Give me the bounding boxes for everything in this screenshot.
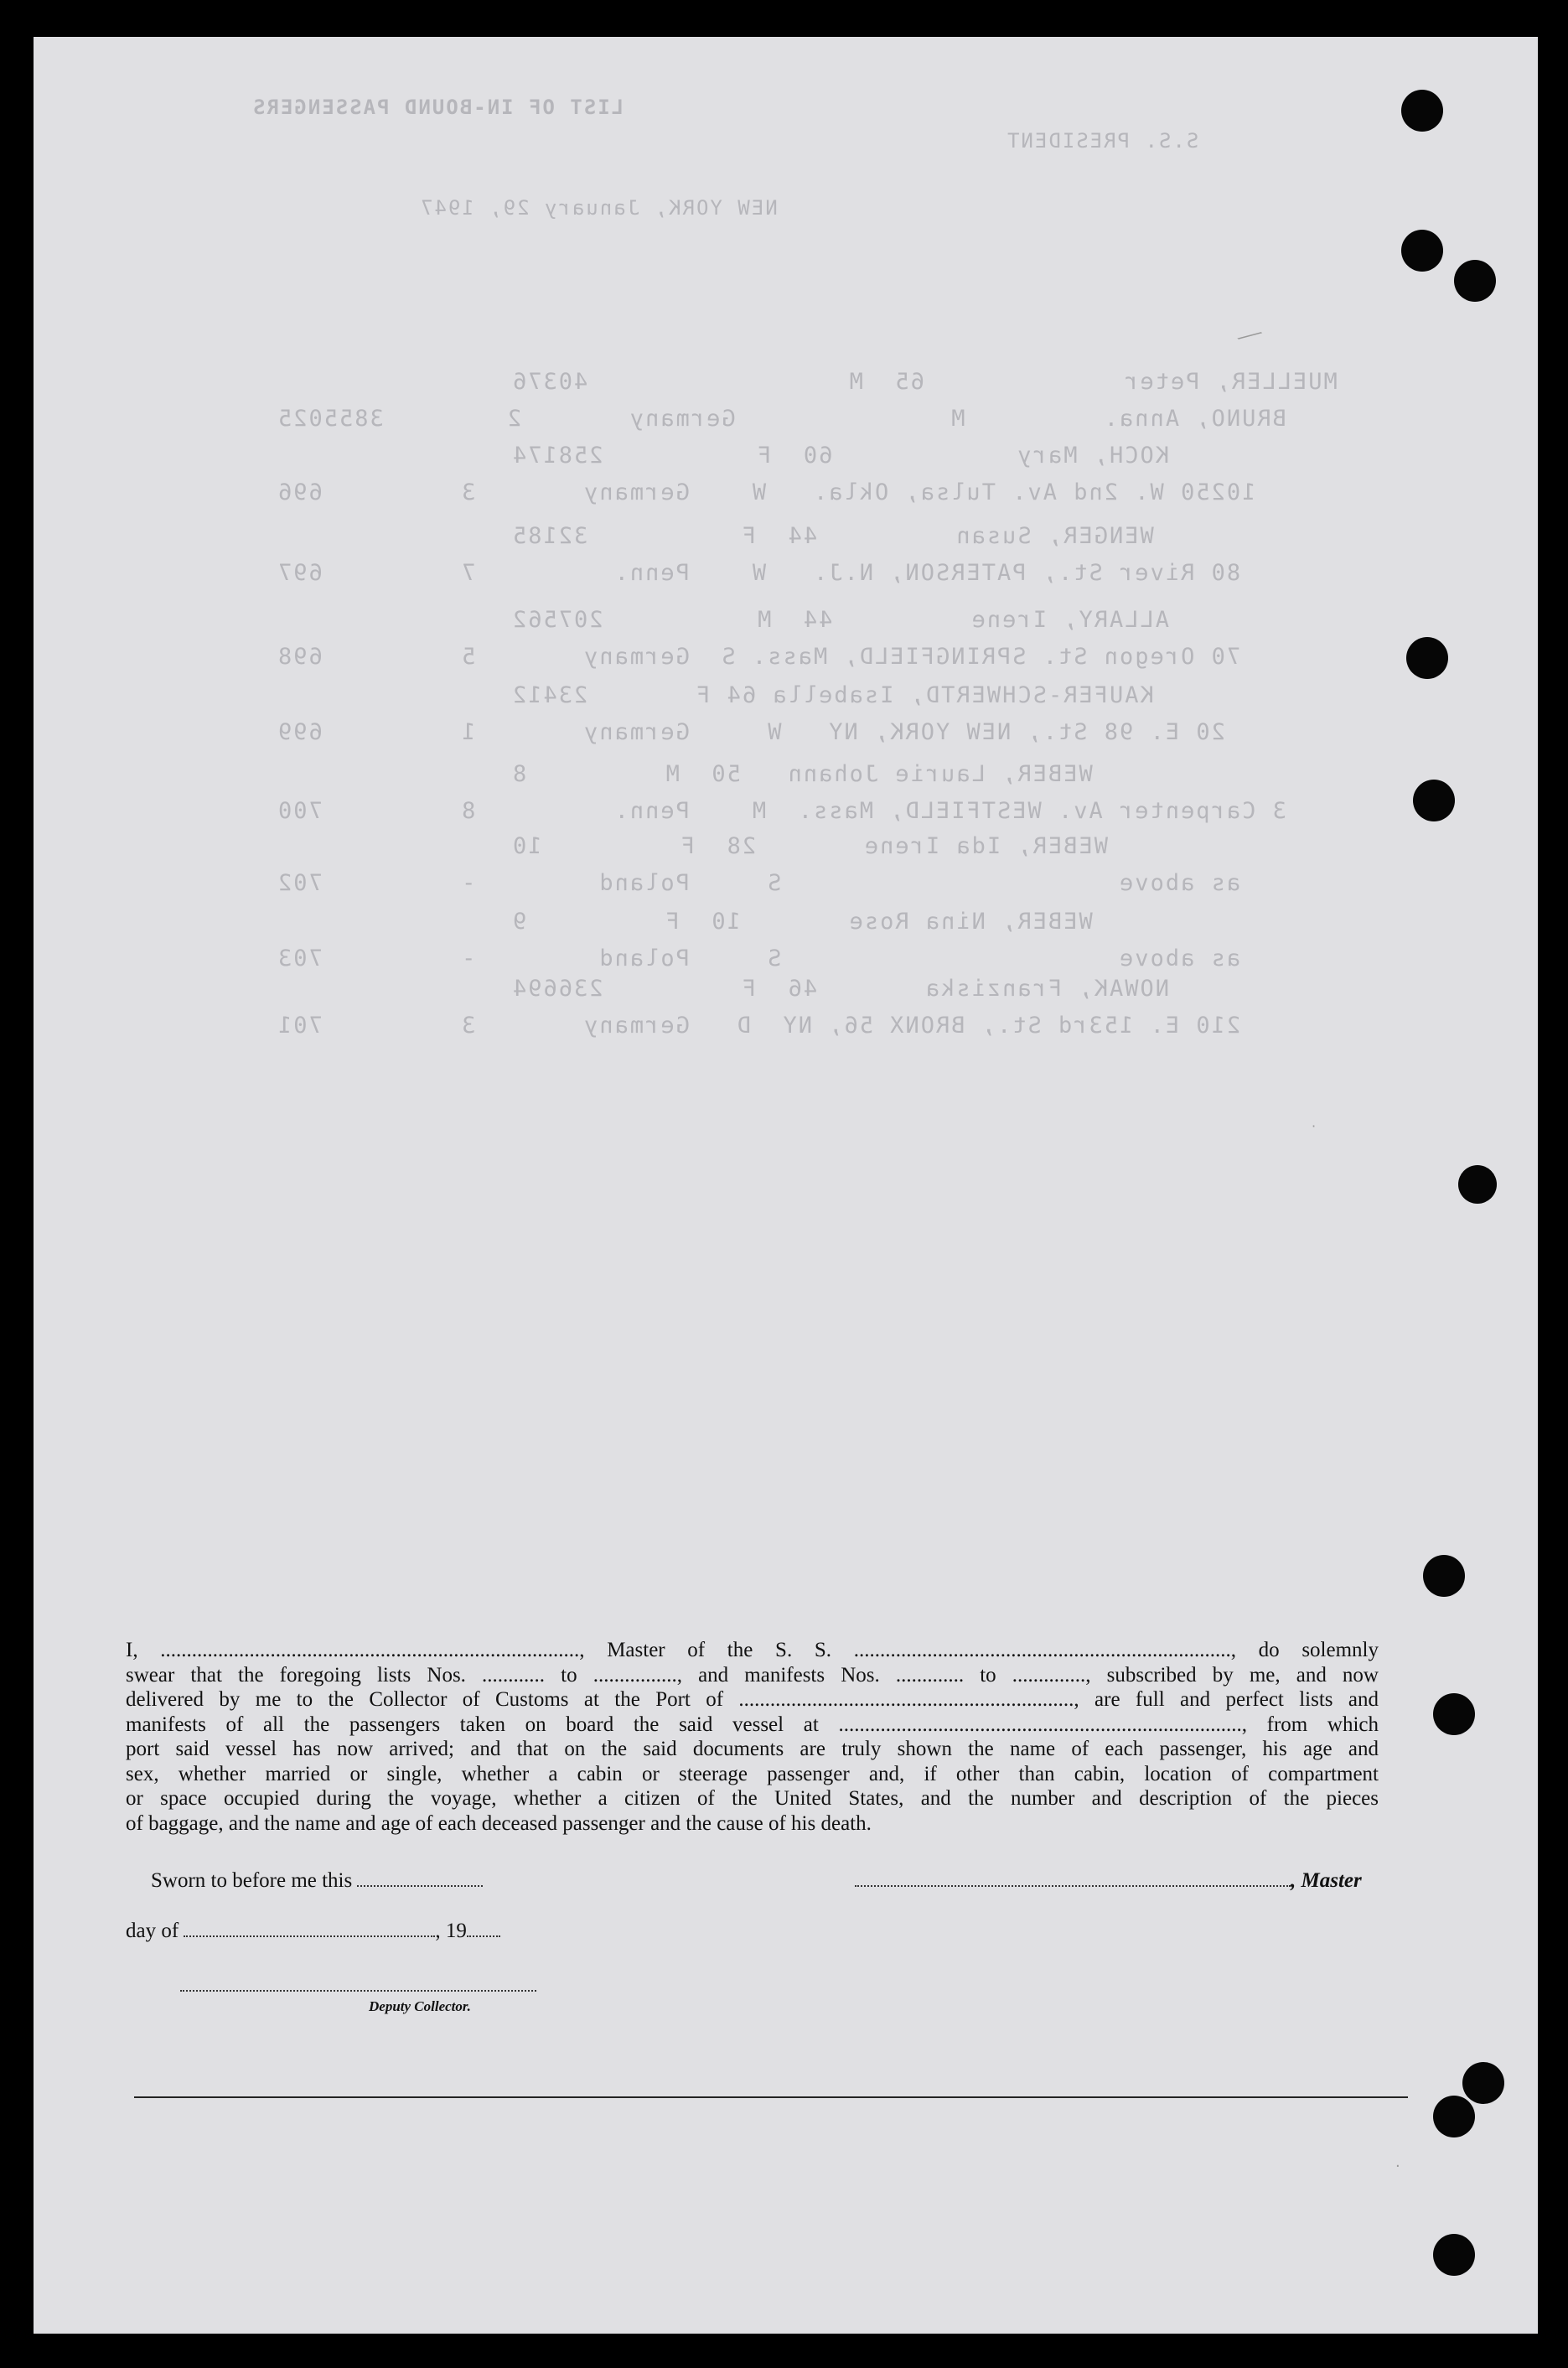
bleed-row: 3 Carpenter Av. WESTFIELD, Mass. M Penn. 8 700 (277, 798, 1286, 824)
master-signature-line (855, 1869, 1362, 1893)
day-of-label: day of (126, 1920, 179, 1942)
bleed-row: NOWAK, Franziska 46 F 236694 (511, 976, 1169, 1002)
bleed-row: as above S Poland - 703 (277, 946, 1241, 972)
punch-hole (1458, 1165, 1497, 1204)
bleed-through-text (34, 37, 1538, 2334)
bleed-row: 20 E. 98 St., NEW YORK, NY W Germany 1 699 (277, 719, 1225, 745)
bleed-row: BRUNO, Anna. M Germany 2 3855025 (277, 406, 1286, 432)
bleed-row: WEBER, Ida Irene 28 F 10 (511, 833, 1108, 859)
manifest-page: LIST OF IN-BOUND PASSENGERS S.S. PRESIDENT NEW YORK, January 29, 1947 MUELLER, Peter 65 M 40376 BRUNO, Anna. M Germany 2 3855025 KOCH, Mary 60 F 258174 10250 W. 2nd Av. Tulsa, Okla. W Germany 3 696 WENGER, Susan 44 F 32185 80 River St., PATERSON, N.J. W Penn. 7 697 ALLARY, Irene 44 M 207562 70 Oregon St. SPRINGFIELD, Mass. S Germany 5 698 KAUFER-SCHWERTD, Isabella 64 F 23412 20 E. 98 St., NEW YORK, NY W Germany 1 699 WEBER, Laurie Johann 50 M 8 3 Carpenter Av. WESTFIELD, Mass. M Penn. 8 700 WEBER, Ida Irene 28 F 10 as above S Poland - 702 WEBER, Nina Rose 10 F 9 as above S Poland - 703 NOWAK, Franziska 46 F 236694 210 E. 153rd St., BRONX 56, NY D Germany 3 701 ⟋ · · I, ................................................................................, Master of the S. S. ........................................................................, do solemnly swear that the foregoing lists Nos. ............ to ................, and manifests Nos. ............. to .............., subscribed by me, and now delivered by me to the Collector of Customs at the Port of ................................................................, are full and perfect lists and manifests of all the passengers taken on board the said vessel at ............................................................................., from which port said vessel has now arrived; and that on the said documents are truly shown the name of each passenger, his age and sex, whether married or single, whether a cabin or steerage passenger and, if other than cabin, location of compartment or space occupied during the voyage, whether a citizen of the United States, and the number and description of the pieces of baggage, and the name and age of each deceased passenger and the cause of his death. Sworn to before me this , Master day of , 19 Deputy Collector. (34, 37, 1538, 2334)
punch-hole (1423, 1555, 1465, 1597)
bleed-row: 80 River St., PATERSON, N.J. W Penn. 7 697 (277, 560, 1241, 586)
oath-paragraph (126, 1638, 1379, 1836)
bleed-row: 70 Oregon St. SPRINGFIELD, Mass. S Germany 5 698 (277, 644, 1241, 670)
bleed-row: as above S Poland - 702 (277, 870, 1241, 896)
day-of-line (126, 1920, 500, 1943)
bleed-row: KAUFER-SCHWERTD, Isabella 64 F 23412 (511, 682, 1154, 708)
oath-line: swear that the foregoing lists Nos. ............ to ................, and manifests Nos. ............. to .............., subscribed by me, and now (126, 1663, 1379, 1687)
punch-hole (1462, 2062, 1504, 2104)
sworn-label: Sworn to before me this (151, 1869, 353, 1892)
sworn-date-blank[interactable] (357, 1870, 483, 1887)
punch-hole (1401, 230, 1443, 272)
year-label: , 19 (435, 1920, 467, 1942)
bleed-header-3: NEW YORK, January 29, 1947 (419, 196, 778, 220)
bleed-row: KOCH, Mary 60 F 258174 (511, 443, 1169, 469)
punch-hole (1401, 90, 1443, 132)
oath-line: sex, whether married or single, whether a cabin or steerage passenger and, if other than cabin, location of compartment (126, 1762, 1379, 1785)
bleed-row: WEBER, Laurie Johann 50 M 8 (511, 761, 1093, 787)
oath-line: manifests of all the passengers taken on board the said vessel at ............................................................................., from which (126, 1713, 1379, 1736)
oath-line: delivered by me to the Collector of Customs at the Port of ................................................................, are full and perfect lists and (126, 1688, 1379, 1711)
bleed-row: WENGER, Susan 44 F 32185 (511, 523, 1154, 549)
year-blank[interactable] (467, 1920, 500, 1937)
bleed-row: ALLARY, Irene 44 M 207562 (511, 607, 1169, 633)
oath-line: or space occupied during the voyage, whether a citizen of the United States, and the number and description of the pieces (126, 1787, 1379, 1810)
bleed-row: WEBER, Nina Rose 10 F 9 (511, 909, 1093, 935)
master-signature-blank[interactable] (855, 1870, 1291, 1887)
punch-hole (1406, 637, 1448, 679)
deputy-signature-blank[interactable] (180, 1990, 536, 1992)
bleed-row: 10250 W. 2nd Av. Tulsa, Okla. W Germany 3 696 (277, 479, 1256, 505)
oath-line: of baggage, and the name and age of each deceased passenger and the cause of his death. (126, 1811, 872, 1835)
punch-hole (1433, 1693, 1475, 1735)
day-of-blank[interactable] (184, 1920, 435, 1937)
punch-hole (1454, 260, 1496, 302)
punch-hole (1413, 780, 1455, 821)
punch-hole (1433, 2234, 1475, 2276)
bleed-row: MUELLER, Peter 65 M 40376 (511, 369, 1338, 395)
bleed-header-2: S.S. PRESIDENT (1006, 129, 1199, 153)
master-label: , Master (1291, 1869, 1362, 1892)
bleed-row: 210 E. 153rd St., BRONX 56, NY D Germany 3 701 (277, 1013, 1241, 1039)
bottom-rule (134, 2096, 1408, 2098)
punch-hole (1433, 2096, 1475, 2137)
bleed-header-1: LIST OF IN-BOUND PASSENGERS (251, 96, 624, 119)
deputy-collector-label: Deputy Collector. (369, 1998, 471, 2014)
sworn-line (151, 1869, 483, 1893)
oath-line: port said vessel has now arrived; and that on the said documents are truly shown the name of each passenger, his age and (126, 1738, 1379, 1760)
oath-line: I, ................................................................................, Master of the S. S. ........................................................................, do solemnly (126, 1639, 1379, 1661)
